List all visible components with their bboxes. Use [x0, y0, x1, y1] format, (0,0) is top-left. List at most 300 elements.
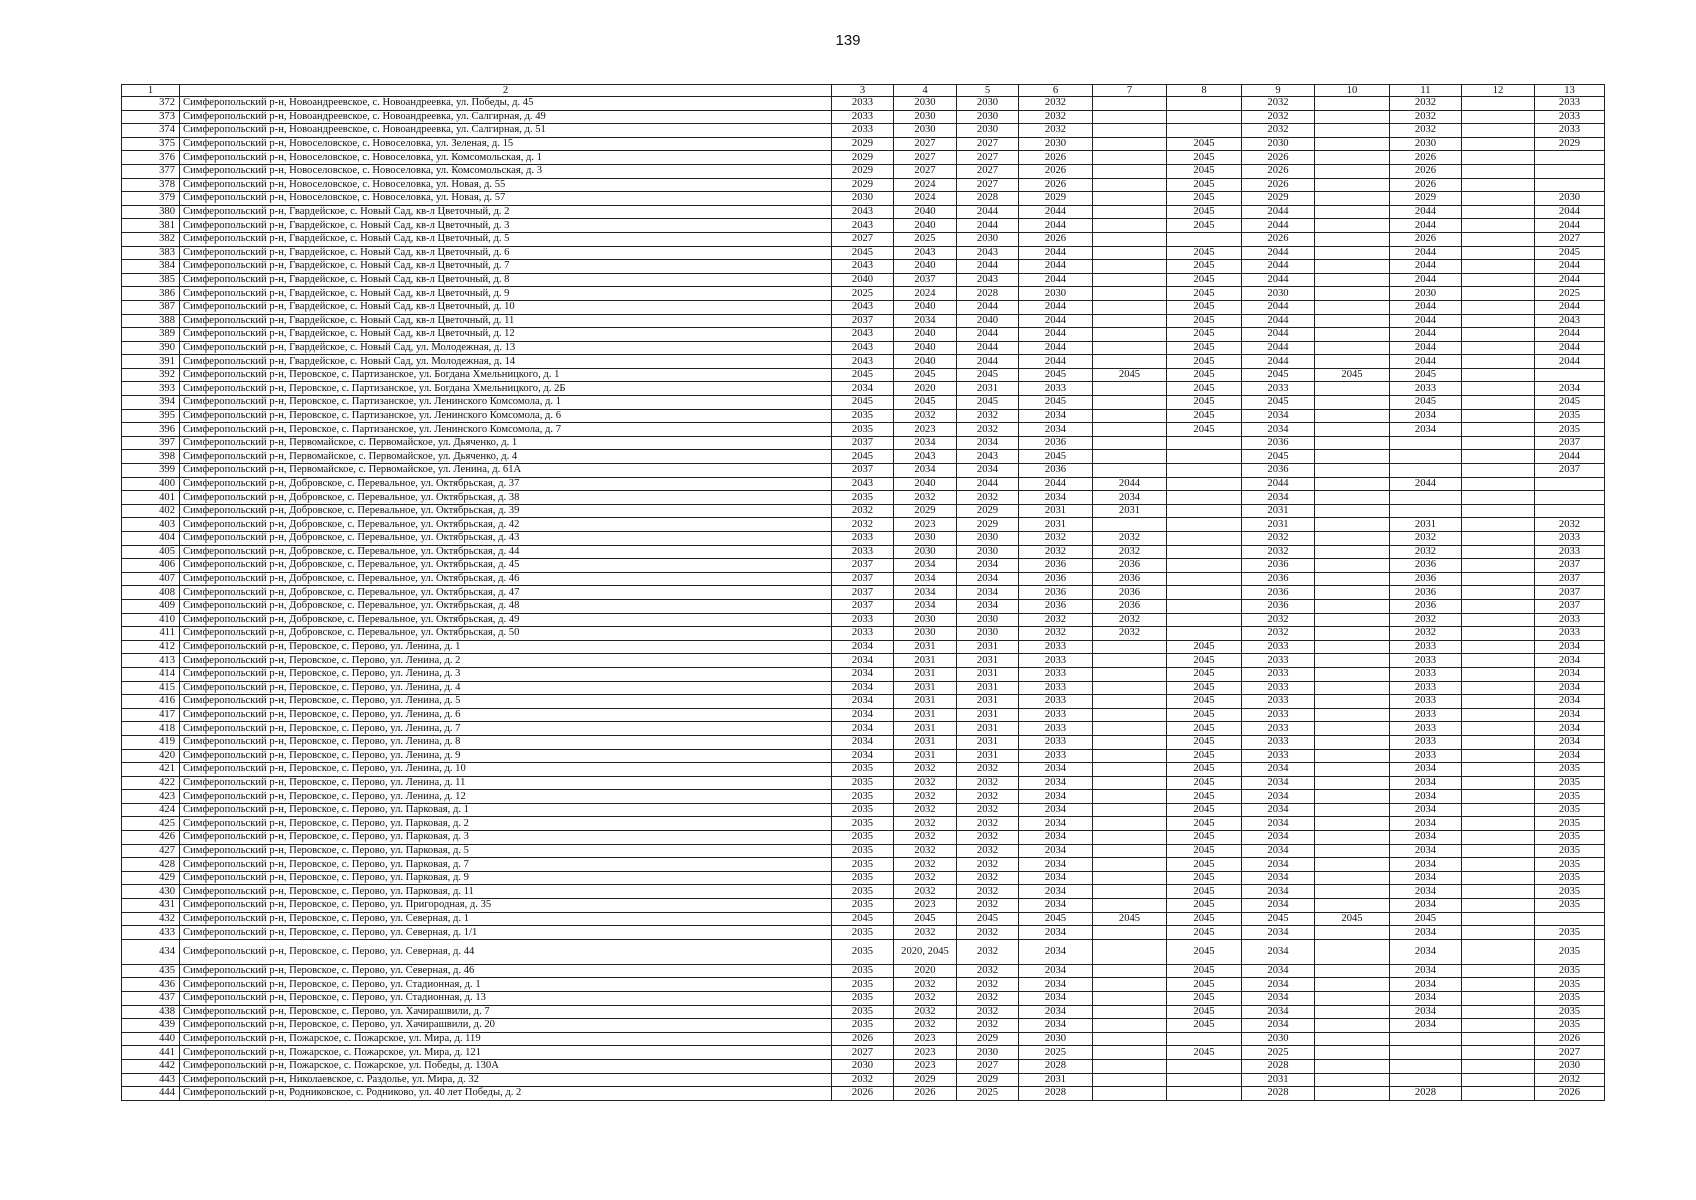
year-cell: 2045 [1167, 912, 1242, 926]
year-cell: 2031 [1242, 518, 1315, 532]
year-cell [1390, 436, 1462, 450]
year-cell [1315, 844, 1390, 858]
row-number-cell: 405 [122, 545, 180, 559]
year-cell: 2045 [894, 396, 957, 410]
year-cell: 2029 [894, 504, 957, 518]
year-cell: 2032 [894, 1019, 957, 1033]
year-cell: 2045 [1167, 695, 1242, 709]
year-cell: 2031 [957, 708, 1019, 722]
year-cell [1315, 654, 1390, 668]
year-cell: 2034 [1019, 423, 1093, 437]
year-cell [1167, 559, 1242, 573]
column-header: 7 [1093, 85, 1167, 97]
row-number-cell: 387 [122, 300, 180, 314]
year-cell [1093, 1059, 1167, 1073]
table-row [122, 978, 1605, 992]
year-cell: 2031 [957, 695, 1019, 709]
year-cell [1315, 287, 1390, 301]
year-cell: 2036 [1242, 572, 1315, 586]
year-cell [1462, 1073, 1535, 1087]
year-cell [1462, 1032, 1535, 1046]
year-cell: 2033 [1242, 695, 1315, 709]
year-cell: 2028 [1019, 1059, 1093, 1073]
year-cell: 2040 [957, 314, 1019, 328]
year-cell: 2026 [832, 1032, 894, 1046]
year-cell [1093, 735, 1167, 749]
year-cell: 2035 [1535, 763, 1605, 777]
row-number-cell: 404 [122, 532, 180, 546]
year-cell: 2034 [1019, 858, 1093, 872]
address-cell: Симферопольский р-н, Перовское, с. Перово, ул. Парковая, д. 3 [180, 831, 832, 845]
year-cell: 2034 [1535, 749, 1605, 763]
year-cell [1315, 518, 1390, 532]
year-cell: 2032 [1019, 97, 1093, 111]
year-cell: 2035 [1535, 885, 1605, 899]
year-cell: 2036 [1242, 436, 1315, 450]
year-cell: 2030 [894, 110, 957, 124]
year-cell: 2027 [832, 1046, 894, 1060]
row-number-cell: 401 [122, 491, 180, 505]
year-cell [1167, 613, 1242, 627]
year-cell: 2030 [957, 613, 1019, 627]
year-cell [1462, 817, 1535, 831]
year-cell: 2037 [1535, 464, 1605, 478]
year-cell [1093, 246, 1167, 260]
year-cell [1462, 844, 1535, 858]
table-row [122, 763, 1605, 777]
year-cell: 2033 [1019, 667, 1093, 681]
year-cell: 2034 [1390, 423, 1462, 437]
year-cell: 2034 [1390, 409, 1462, 423]
year-cell: 2045 [1167, 205, 1242, 219]
year-cell: 2045 [1167, 341, 1242, 355]
table-row [122, 287, 1605, 301]
year-cell [1462, 219, 1535, 233]
table-row [122, 300, 1605, 314]
address-cell: Симферопольский р-н, Перовское, с. Перово, ул. Ленина, д. 8 [180, 735, 832, 749]
year-cell: 2045 [1390, 912, 1462, 926]
row-number-cell: 392 [122, 368, 180, 382]
row-number-cell: 372 [122, 97, 180, 111]
table-row [122, 749, 1605, 763]
year-cell: 2031 [1019, 504, 1093, 518]
year-cell: 2034 [832, 749, 894, 763]
year-cell [1462, 803, 1535, 817]
year-cell: 2030 [1019, 287, 1093, 301]
year-cell: 2033 [1390, 681, 1462, 695]
year-cell: 2029 [1242, 192, 1315, 206]
year-cell: 2040 [894, 205, 957, 219]
year-cell [1093, 164, 1167, 178]
year-cell: 2034 [832, 654, 894, 668]
row-number-cell: 397 [122, 436, 180, 450]
year-cell: 2045 [957, 396, 1019, 410]
year-cell [1093, 192, 1167, 206]
row-number-cell: 415 [122, 681, 180, 695]
address-cell: Симферопольский р-н, Перовское, с. Перово, ул. Ленина, д. 12 [180, 790, 832, 804]
year-cell: 2045 [1167, 423, 1242, 437]
year-cell: 2040 [894, 341, 957, 355]
year-cell: 2044 [1019, 477, 1093, 491]
year-cell: 2034 [1242, 763, 1315, 777]
year-cell: 2037 [832, 559, 894, 573]
row-number-cell: 431 [122, 899, 180, 913]
row-number-cell: 407 [122, 572, 180, 586]
row-number-cell: 406 [122, 559, 180, 573]
row-number-cell: 409 [122, 599, 180, 613]
year-cell: 2044 [957, 355, 1019, 369]
table-row [122, 964, 1605, 978]
year-cell: 2034 [1093, 491, 1167, 505]
row-number-cell: 439 [122, 1019, 180, 1033]
table-row [122, 314, 1605, 328]
year-cell: 2027 [1535, 1046, 1605, 1060]
row-number-cell: 428 [122, 858, 180, 872]
table-row [122, 409, 1605, 423]
year-cell: 2034 [957, 559, 1019, 573]
year-cell: 2035 [1535, 926, 1605, 940]
row-number-cell: 398 [122, 450, 180, 464]
year-cell [1462, 246, 1535, 260]
address-cell: Симферопольский р-н, Новоселовское, с. Новоселовка, ул. Комсомольская, д. 3 [180, 164, 832, 178]
address-cell: Симферопольский р-н, Пожарское, с. Пожарское, ул. Мира, д. 121 [180, 1046, 832, 1060]
year-cell: 2045 [1167, 763, 1242, 777]
year-cell: 2034 [1390, 926, 1462, 940]
year-cell: 2023 [894, 1032, 957, 1046]
year-cell: 2032 [1390, 545, 1462, 559]
row-number-cell: 440 [122, 1032, 180, 1046]
year-cell: 2037 [1535, 586, 1605, 600]
year-cell [1167, 436, 1242, 450]
year-cell: 2037 [894, 273, 957, 287]
year-cell: 2029 [957, 504, 1019, 518]
address-cell: Симферопольский р-н, Гвардейское, с. Новый Сад, ул. Молодежная, д. 14 [180, 355, 832, 369]
year-cell [1315, 314, 1390, 328]
year-cell: 2044 [957, 328, 1019, 342]
year-cell: 2033 [1242, 640, 1315, 654]
year-cell: 2040 [894, 477, 957, 491]
year-cell: 2036 [1093, 559, 1167, 573]
year-cell [1315, 1059, 1390, 1073]
table-row [122, 1087, 1605, 1101]
year-cell: 2032 [957, 831, 1019, 845]
year-cell: 2032 [957, 992, 1019, 1006]
year-cell: 2036 [1093, 572, 1167, 586]
table-row [122, 110, 1605, 124]
address-cell: Симферопольский р-н, Перовское, с. Перово, ул. Стадионная, д. 1 [180, 978, 832, 992]
year-cell [1315, 328, 1390, 342]
year-cell: 2032 [894, 831, 957, 845]
table-row [122, 273, 1605, 287]
year-cell: 2031 [894, 695, 957, 709]
year-cell: 2045 [1167, 219, 1242, 233]
year-cell: 2045 [1167, 287, 1242, 301]
year-cell: 2044 [1390, 477, 1462, 491]
year-cell: 2033 [1390, 382, 1462, 396]
year-cell: 2026 [1242, 151, 1315, 165]
year-cell: 2044 [1019, 260, 1093, 274]
year-cell: 2034 [1390, 858, 1462, 872]
year-cell: 2034 [957, 436, 1019, 450]
year-cell: 2035 [832, 899, 894, 913]
year-cell [1462, 368, 1535, 382]
year-cell: 2045 [832, 396, 894, 410]
year-cell: 2020 [894, 964, 957, 978]
year-cell: 2032 [957, 776, 1019, 790]
year-cell [1093, 858, 1167, 872]
year-cell: 2033 [1242, 708, 1315, 722]
year-cell [1093, 396, 1167, 410]
address-cell: Симферопольский р-н, Добровское, с. Перевальное, ул. Октябрьская, д. 37 [180, 477, 832, 491]
year-cell: 2032 [957, 491, 1019, 505]
year-cell: 2034 [1019, 885, 1093, 899]
year-cell: 2032 [894, 992, 957, 1006]
year-cell [1315, 722, 1390, 736]
year-cell: 2035 [1535, 978, 1605, 992]
year-cell: 2033 [1390, 722, 1462, 736]
year-cell: 2035 [832, 491, 894, 505]
year-cell: 2032 [957, 978, 1019, 992]
row-number-cell: 419 [122, 735, 180, 749]
table-body [122, 97, 1605, 1101]
year-cell [1462, 978, 1535, 992]
year-cell: 2045 [1167, 790, 1242, 804]
year-cell: 2033 [1535, 97, 1605, 111]
table-row [122, 871, 1605, 885]
table-row [122, 477, 1605, 491]
address-cell: Симферопольский р-н, Перовское, с. Перово, ул. Ленина, д. 4 [180, 681, 832, 695]
year-cell: 2035 [1535, 831, 1605, 845]
year-cell: 2034 [1019, 803, 1093, 817]
year-cell: 2029 [832, 151, 894, 165]
year-cell: 2033 [1242, 735, 1315, 749]
year-cell: 2026 [1019, 178, 1093, 192]
year-cell: 2036 [1019, 599, 1093, 613]
table-row [122, 246, 1605, 260]
year-cell: 2034 [1019, 871, 1093, 885]
year-cell: 2034 [1242, 817, 1315, 831]
year-cell [1315, 477, 1390, 491]
year-cell [1315, 978, 1390, 992]
year-cell: 2044 [957, 341, 1019, 355]
row-number-cell: 414 [122, 667, 180, 681]
year-cell [1462, 477, 1535, 491]
year-cell: 2034 [1390, 964, 1462, 978]
year-cell [1462, 300, 1535, 314]
year-cell [1093, 992, 1167, 1006]
year-cell [1315, 124, 1390, 138]
year-cell: 2044 [1242, 273, 1315, 287]
year-cell: 2032 [1390, 124, 1462, 138]
year-cell [1462, 178, 1535, 192]
row-number-cell: 400 [122, 477, 180, 491]
year-cell: 2044 [957, 219, 1019, 233]
year-cell: 2035 [1535, 776, 1605, 790]
year-cell: 2037 [1535, 559, 1605, 573]
row-number-cell: 410 [122, 613, 180, 627]
year-cell [1093, 763, 1167, 777]
year-cell: 2043 [957, 273, 1019, 287]
year-cell: 2044 [957, 260, 1019, 274]
year-cell: 2034 [832, 708, 894, 722]
year-cell [1093, 667, 1167, 681]
year-cell [1462, 776, 1535, 790]
year-cell: 2043 [894, 450, 957, 464]
year-cell: 2026 [1390, 178, 1462, 192]
year-cell [1315, 586, 1390, 600]
year-cell [1462, 735, 1535, 749]
year-cell: 2045 [1167, 273, 1242, 287]
year-cell: 2045 [1167, 776, 1242, 790]
year-cell: 2044 [1242, 219, 1315, 233]
year-cell: 2033 [1019, 695, 1093, 709]
year-cell: 2034 [1535, 735, 1605, 749]
table-row [122, 382, 1605, 396]
row-number-cell: 390 [122, 341, 180, 355]
data-table [121, 84, 1605, 1101]
year-cell: 2045 [1167, 871, 1242, 885]
table-row [122, 640, 1605, 654]
address-cell: Симферопольский р-н, Гвардейское, с. Новый Сад, кв-л Цветочный, д. 5 [180, 232, 832, 246]
year-cell: 2045 [1315, 368, 1390, 382]
year-cell: 2032 [1242, 97, 1315, 111]
year-cell: 2033 [1390, 640, 1462, 654]
address-cell: Симферопольский р-н, Гвардейское, с. Новый Сад, кв-л Цветочный, д. 8 [180, 273, 832, 287]
year-cell: 2031 [1019, 518, 1093, 532]
year-cell: 2044 [1535, 341, 1605, 355]
year-cell: 2044 [1242, 341, 1315, 355]
year-cell: 2035 [1535, 790, 1605, 804]
year-cell [1093, 749, 1167, 763]
year-cell: 2034 [894, 314, 957, 328]
year-cell: 2045 [832, 450, 894, 464]
year-cell: 2045 [1167, 382, 1242, 396]
address-cell: Симферопольский р-н, Перовское, с. Перово, ул. Ленина, д. 11 [180, 776, 832, 790]
year-cell: 2043 [832, 341, 894, 355]
address-cell: Симферопольский р-н, Перовское, с. Перово, ул. Парковая, д. 9 [180, 871, 832, 885]
address-cell: Симферопольский р-н, Добровское, с. Перевальное, ул. Октябрьская, д. 47 [180, 586, 832, 600]
row-number-cell: 430 [122, 885, 180, 899]
year-cell: 2035 [1535, 871, 1605, 885]
year-cell [1167, 1059, 1242, 1073]
table-row [122, 178, 1605, 192]
table-row [122, 654, 1605, 668]
year-cell: 2034 [1019, 926, 1093, 940]
year-cell [1093, 450, 1167, 464]
year-cell: 2031 [957, 382, 1019, 396]
table-row [122, 1046, 1605, 1060]
year-cell: 2030 [1242, 287, 1315, 301]
year-cell: 2034 [1535, 382, 1605, 396]
year-cell: 2045 [1167, 192, 1242, 206]
year-cell: 2035 [1535, 899, 1605, 913]
year-cell: 2025 [957, 1087, 1019, 1101]
year-cell: 2037 [832, 464, 894, 478]
year-cell: 2034 [1242, 871, 1315, 885]
year-cell: 2027 [957, 1059, 1019, 1073]
year-cell: 2032 [1242, 124, 1315, 138]
year-cell [1093, 1073, 1167, 1087]
year-cell [1462, 396, 1535, 410]
year-cell: 2024 [894, 192, 957, 206]
year-cell: 2034 [1019, 817, 1093, 831]
year-cell: 2028 [957, 287, 1019, 301]
year-cell [1462, 260, 1535, 274]
year-cell: 2034 [957, 464, 1019, 478]
year-cell: 2034 [957, 586, 1019, 600]
year-cell: 2036 [1093, 586, 1167, 600]
row-number-cell: 391 [122, 355, 180, 369]
year-cell: 2029 [1535, 137, 1605, 151]
column-header: 9 [1242, 85, 1315, 97]
year-cell [1462, 164, 1535, 178]
table-row [122, 803, 1605, 817]
year-cell: 2033 [1019, 382, 1093, 396]
table-row [122, 450, 1605, 464]
address-cell: Симферопольский р-н, Перовское, с. Перово, ул. Северная, д. 1 [180, 912, 832, 926]
year-cell: 2032 [894, 1005, 957, 1019]
year-cell [1462, 382, 1535, 396]
year-cell: 2045 [1167, 926, 1242, 940]
year-cell [1535, 912, 1605, 926]
year-cell: 2034 [1242, 1019, 1315, 1033]
year-cell [1462, 613, 1535, 627]
year-cell [1093, 436, 1167, 450]
address-cell: Симферопольский р-н, Добровское, с. Перевальное, ул. Октябрьская, д. 42 [180, 518, 832, 532]
row-number-cell: 389 [122, 328, 180, 342]
year-cell [1462, 858, 1535, 872]
row-number-cell: 420 [122, 749, 180, 763]
row-number-cell: 423 [122, 790, 180, 804]
year-cell: 2026 [894, 1087, 957, 1101]
address-cell: Симферопольский р-н, Новоселовское, с. Новоселовка, ул. Новая, д. 57 [180, 192, 832, 206]
year-cell: 2026 [1242, 232, 1315, 246]
year-cell: 2031 [894, 735, 957, 749]
year-cell [1462, 586, 1535, 600]
address-cell: Симферопольский р-н, Новоандреевское, с. Новоандреевка, ул. Салгирная, д. 49 [180, 110, 832, 124]
year-cell: 2045 [1535, 246, 1605, 260]
year-cell: 2033 [832, 627, 894, 641]
year-cell: 2032 [1242, 545, 1315, 559]
year-cell: 2033 [1390, 695, 1462, 709]
year-cell: 2040 [894, 300, 957, 314]
row-number-cell: 384 [122, 260, 180, 274]
year-cell [1462, 137, 1535, 151]
year-cell: 2045 [1093, 368, 1167, 382]
table-row [122, 831, 1605, 845]
year-cell: 2032 [1242, 613, 1315, 627]
address-cell: Симферопольский р-н, Николаевское, с. Раздолье, ул. Мира, д. 32 [180, 1073, 832, 1087]
year-cell: 2037 [832, 586, 894, 600]
year-cell: 2033 [1390, 654, 1462, 668]
table-row [122, 355, 1605, 369]
year-cell: 2045 [832, 368, 894, 382]
row-number-cell: 403 [122, 518, 180, 532]
table-row [122, 1059, 1605, 1073]
year-cell [1462, 423, 1535, 437]
year-cell: 2025 [1535, 287, 1605, 301]
address-cell: Симферопольский р-н, Перовское, с. Перово, ул. Ленина, д. 2 [180, 654, 832, 668]
year-cell [1315, 964, 1390, 978]
address-cell: Симферопольский р-н, Гвардейское, с. Новый Сад, кв-л Цветочный, д. 6 [180, 246, 832, 260]
year-cell: 2023 [894, 518, 957, 532]
year-cell: 2045 [1167, 355, 1242, 369]
address-cell: Симферопольский р-н, Новоандреевское, с. Новоандреевка, ул. Салгирная, д. 51 [180, 124, 832, 138]
year-cell: 2045 [1167, 735, 1242, 749]
year-cell [1462, 273, 1535, 287]
year-cell [1315, 640, 1390, 654]
year-cell: 2031 [957, 749, 1019, 763]
